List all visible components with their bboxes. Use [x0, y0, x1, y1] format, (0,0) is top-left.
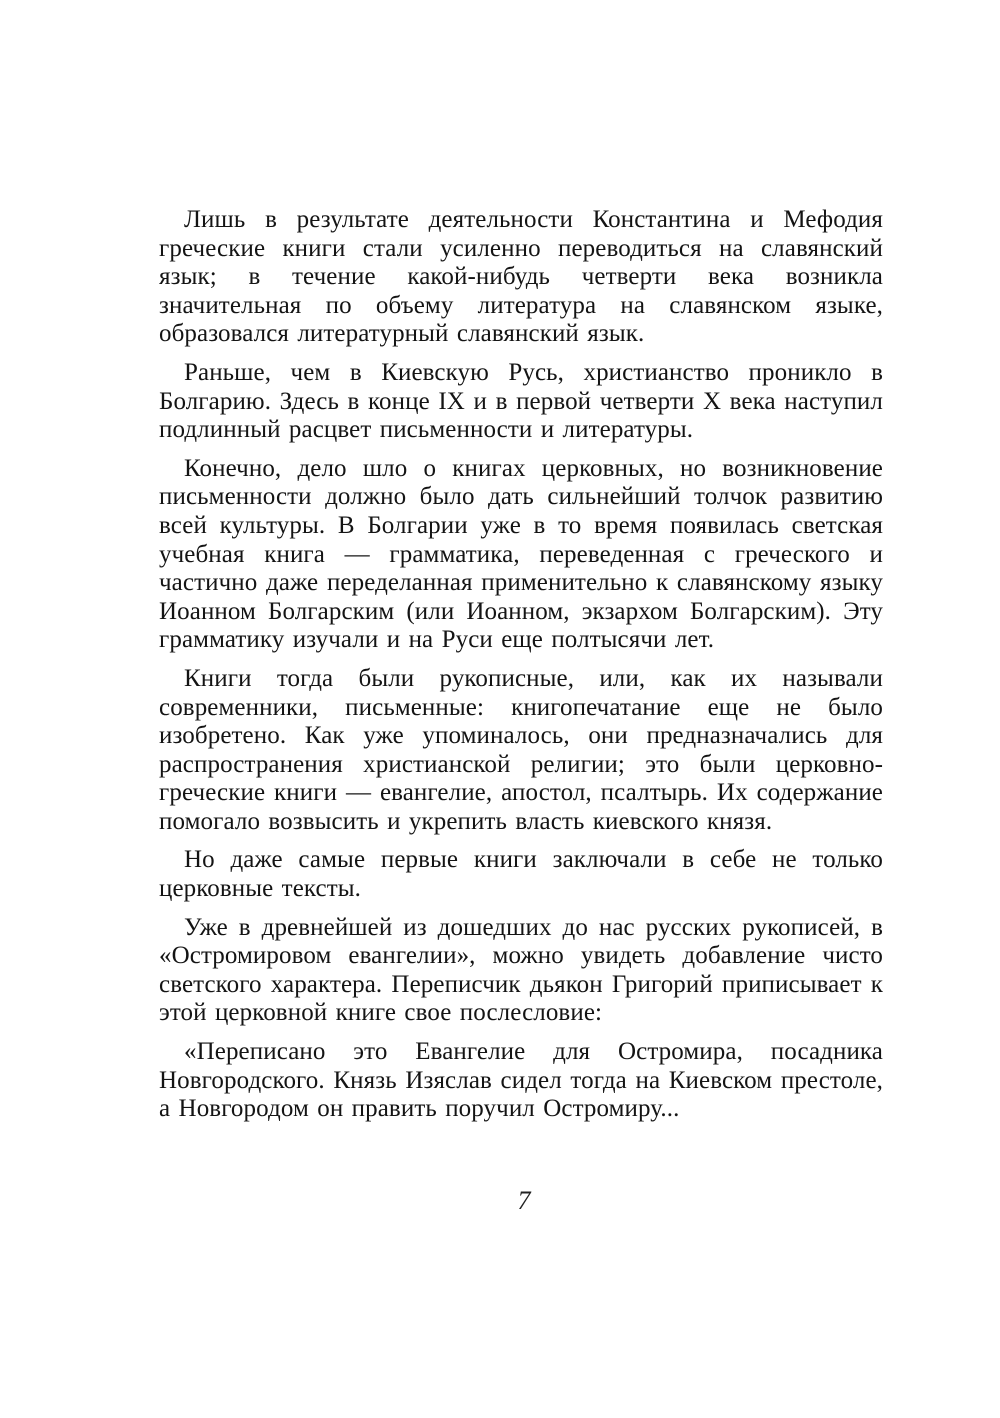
- paragraph-5: Но даже самые первые книги заключали в себе не только церковные тексты.: [159, 846, 883, 903]
- paragraph-3: Конечно, дело шло о книгах церковных, но возникновение письменности должно было дать сильнейший толчок развитию всей культуры. В Болгарии уже в то время появилась светская учебная книга — грамматика, переведенная с греческого и частично даже переделанная применительно к славянскому языку Иоанном Болгарским (или Иоанном, экзархом Болгарским). Эту грамматику изучали и на Руси еще полтысячи лет.: [159, 454, 883, 654]
- page-number: 7: [517, 1186, 531, 1215]
- quote-paragraph: «Переписано это Евангелие для Остромира, посадника Новгородского. Князь Изяслав сидел тогда на Киевском престоле, а Новгородом он править поручил Остромиру...: [159, 1038, 883, 1123]
- paragraph-2: Раньше, чем в Киевскую Русь, христианство проникло в Болгарию. Здесь в конце IX и в первой четверти X века наступил подлинный расцвет письменности и литературы.: [159, 358, 883, 444]
- paragraph-4: Книги тогда были рукописные, или, как их называли современники, письменные: книгопечатание еще не было изобретено. Как уже упоминалось, они предназначались для распространения христианской религии; это были церковно-греческие книги — евангелие, апостол, псалтырь. Их содержание помогало возвысить и укрепить власть киевского князя.: [159, 664, 883, 835]
- paragraph-6: Уже в древнейшей из дошедших до нас русских рукописей, в «Остромировом евангелии», можно увидеть добавление чисто светского характера. Переписчик дьякон Григорий приписывает к этой церковной книге свое послесловие:: [159, 913, 883, 1027]
- paragraph-1: Лишь в результате деятельности Константина и Мефодия греческие книги стали усиленно переводиться на славянский язык; в течение какой-нибудь четверти века возникла значительная по объему литература на славянском языке, образовался литературный славянский язык.: [159, 206, 883, 348]
- page-body: [159, 206, 883, 1134]
